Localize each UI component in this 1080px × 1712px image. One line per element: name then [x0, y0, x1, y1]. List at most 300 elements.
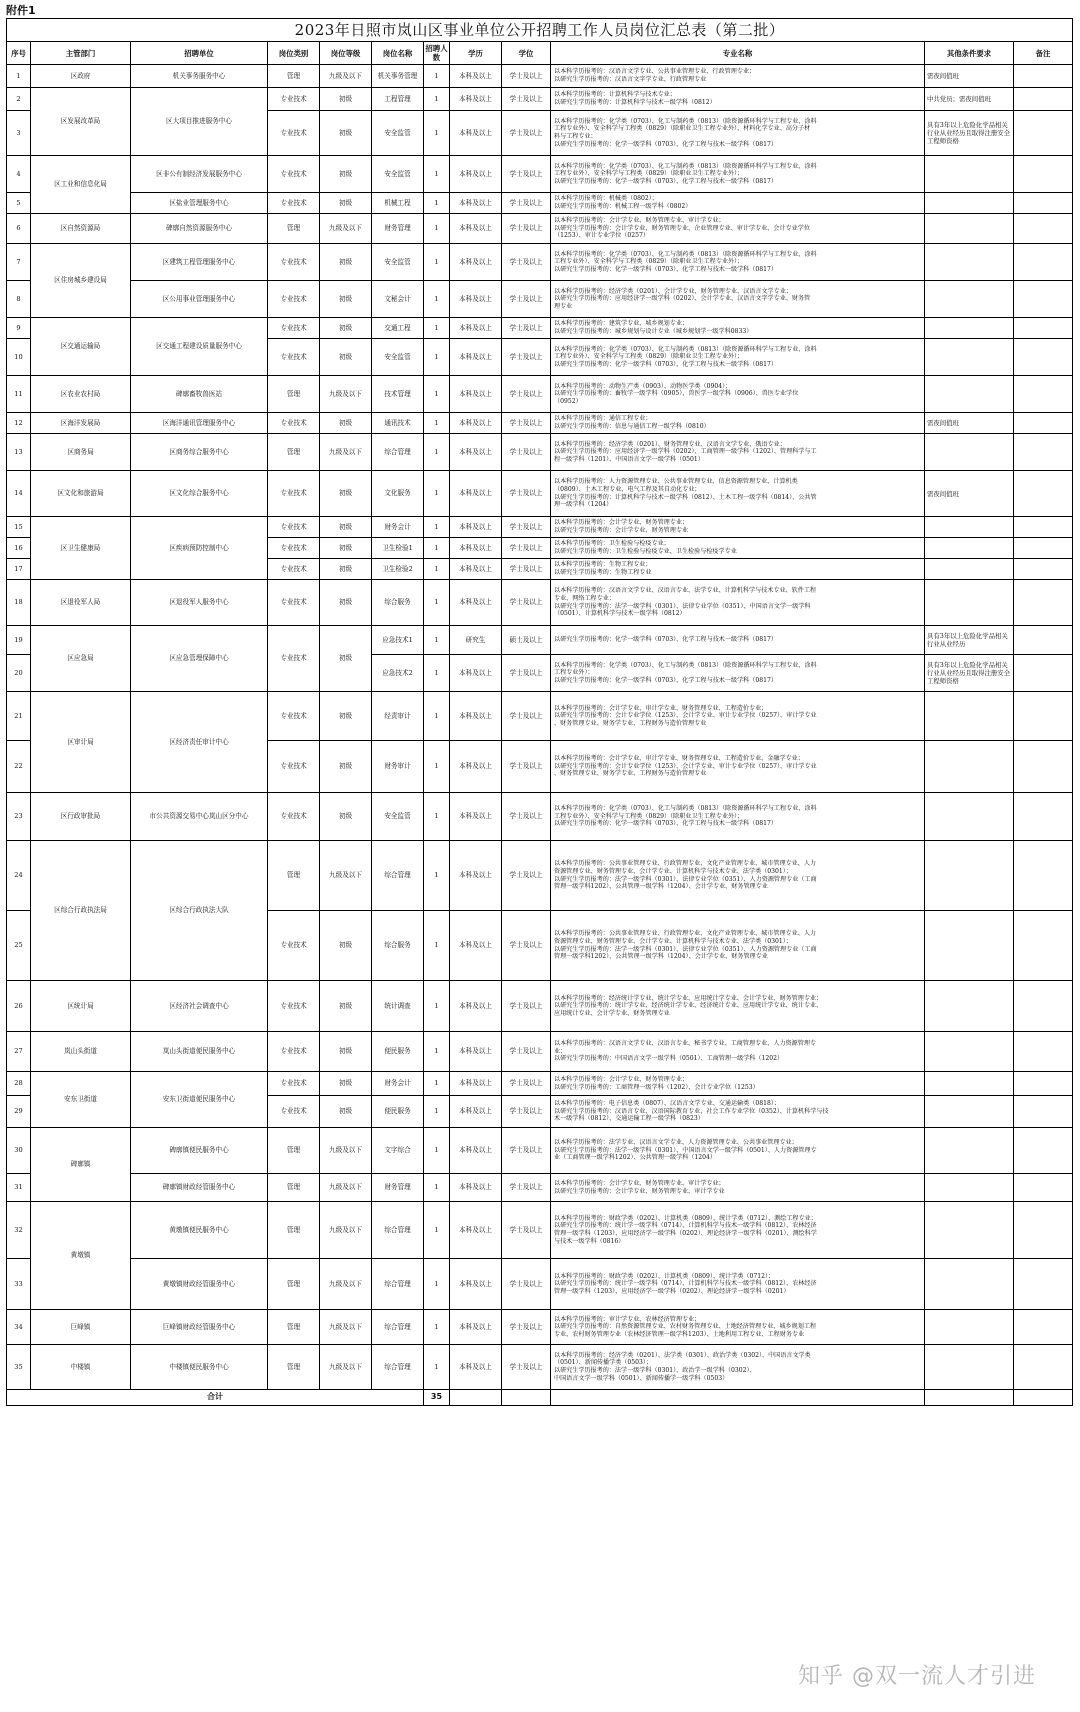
degree-cell: 学士及以上 — [502, 911, 551, 981]
level-cell: 初级 — [320, 580, 372, 626]
other-cell — [925, 1096, 1014, 1128]
count-cell: 1 — [424, 981, 450, 1032]
major-line: 工程专业外）、安全科学与工程类（0829）（除职业卫生工程专业外）； — [554, 258, 744, 266]
dept-cell: 区自然资源局 — [31, 214, 131, 244]
table-row — [7, 244, 1073, 281]
education-cell: 本科及以上 — [450, 538, 502, 559]
count-cell: 1 — [424, 1259, 450, 1310]
degree-cell: 学士及以上 — [502, 1202, 551, 1259]
position-cell: 财务管理 — [372, 1174, 424, 1202]
major-line: 以本科学历报考的：人力资源管理专业、公共事业管理专业、信息资源管理专业、计算机类 — [554, 478, 798, 486]
unit-cell: 碑廓镇财政经管服务中心 — [131, 1174, 268, 1202]
major-line: 以研究生学历报考的：会计专业学位（1253）、会计学专业、审计专业学位（0257）、审计学专业 — [554, 712, 817, 720]
major-line: 以本科学历报考的：建筑学专业、城乡规划专业； — [554, 320, 689, 328]
category-cell: 管理 — [268, 841, 320, 911]
major-cell — [551, 911, 925, 981]
unit-cell: 巨峰镇财政经管服务中心 — [131, 1310, 268, 1345]
count-cell: 1 — [424, 1096, 450, 1128]
education-cell: 本科及以上 — [450, 244, 502, 281]
category-cell: 专业技术 — [268, 580, 320, 626]
major-line: 以本科学历报考的：会计学专业、财务管理专业、审计学专业； — [554, 217, 725, 225]
row-seq: 22 — [7, 741, 31, 793]
major-line: 以研究生学历报考的：统计学一级学科（0714）、计算机科学与技术一级学科（0812）、农林经济 — [554, 1280, 817, 1288]
row-seq: 9 — [7, 318, 31, 339]
count-cell: 1 — [424, 692, 450, 741]
position-cell: 安全监管 — [372, 793, 424, 841]
level-cell: 初级 — [320, 193, 372, 214]
unit-cell: 市公共资源交易中心岚山区分中心 — [131, 793, 268, 841]
category-cell: 管理 — [268, 1174, 320, 1202]
unit-cell: 区疾病预防控制中心 — [131, 517, 268, 580]
row-seq: 8 — [7, 281, 31, 318]
row-seq: 34 — [7, 1310, 31, 1345]
level-cell: 初级 — [320, 471, 372, 517]
unit-cell: 区海洋通讯管理服务中心 — [131, 413, 268, 434]
table-row — [7, 214, 1073, 244]
other-cell — [925, 193, 1014, 214]
position-cell: 应急技术1 — [372, 626, 424, 655]
education-cell: 本科及以上 — [450, 1096, 502, 1128]
level-cell: 初级 — [320, 1072, 372, 1096]
count-cell: 1 — [424, 1174, 450, 1202]
category-cell: 专业技术 — [268, 538, 320, 559]
major-cell — [551, 981, 925, 1032]
dept-cell: 区卫生健康局 — [31, 517, 131, 580]
other-cell: 需夜间值班 — [925, 471, 1014, 517]
major-line: 以本科学历报考的：化学类（0703）、化工与制药类（0813）（除资源循环科学与工程专业、涂料 — [554, 250, 817, 258]
major-line: （1253）、审计专业学位（0257） — [554, 232, 649, 240]
row-seq: 30 — [7, 1128, 31, 1174]
level-cell: 九级及以下 — [320, 1128, 372, 1174]
note-cell — [1014, 580, 1073, 626]
table-row — [7, 626, 1073, 655]
major-line: 以研究生学历报考的：计算机科学与技术一级学科（0812）、土木工程一级学科（0814）、公共管 — [554, 493, 817, 501]
unit-cell: 区商务综合服务中心 — [131, 434, 268, 471]
position-cell: 机械工程 — [372, 193, 424, 214]
other-cell — [925, 741, 1014, 793]
table-row — [7, 981, 1073, 1032]
education-cell: 本科及以上 — [450, 655, 502, 692]
note-cell — [1014, 1096, 1073, 1128]
major-line: 以本科学历报考的：通信工程专业； — [554, 415, 652, 423]
row-seq: 15 — [7, 517, 31, 538]
dept-cell: 区审计局 — [31, 692, 131, 793]
row-seq: 35 — [7, 1345, 31, 1390]
major-line: 以研究生学历报考的：统计学一级学科（0714）、计算机科学与技术一级学科（0812）、农林经济 — [554, 1222, 817, 1230]
major-cell — [551, 193, 925, 214]
major-line: 管理一级学科1202）、公共管理一级学科（1204）、会计学专业、财务管理专业 — [554, 953, 768, 961]
unit-cell: 区经济社会调查中心 — [131, 981, 268, 1032]
unit-cell: 区公用事业管理服务中心 — [131, 281, 268, 318]
row-seq: 27 — [7, 1032, 31, 1072]
count-cell: 1 — [424, 793, 450, 841]
count-cell: 1 — [424, 339, 450, 376]
category-cell: 管理 — [268, 1259, 320, 1310]
education-cell: 本科及以上 — [450, 841, 502, 911]
major-line: 以本科学历报考的：会计学专业、财务管理专业； — [554, 1075, 689, 1083]
other-cell — [925, 692, 1014, 741]
table-row — [7, 1202, 1073, 1259]
count-cell: 1 — [424, 1128, 450, 1174]
row-seq: 21 — [7, 692, 31, 741]
note-cell — [1014, 841, 1073, 911]
note-cell — [1014, 692, 1073, 741]
position-cell: 综合管理 — [372, 1259, 424, 1310]
unit-cell: 碑廓镇便民服务中心 — [131, 1128, 268, 1174]
major-line: 以研究生学历报考的：会计学专业、财务管理专业 — [554, 527, 689, 534]
major-line: 以研究生学历报考的：城乡规划与设计专业（城乡规划学一级学科0833） — [554, 328, 753, 335]
education-cell: 本科及以上 — [450, 193, 502, 214]
major-line: 、财务管理专业、财务学专业、工程财务与造价管理专业 — [554, 770, 707, 778]
major-line: 以本科学历报考的：动物生产类（0903）、动物医学类（0904）； — [554, 382, 732, 390]
unit-cell: 区建筑工程管理服务中心 — [131, 244, 268, 281]
major-line: 以研究生学历报考的：会计专业学位（1253）、会计学专业、审计专业学位（0257）、审计学专业 — [554, 762, 817, 770]
other-cell — [925, 1259, 1014, 1310]
other-cell — [925, 793, 1014, 841]
positions-table — [6, 18, 1073, 1406]
count-cell: 1 — [424, 1345, 450, 1390]
category-cell: 管理 — [268, 1202, 320, 1259]
major-cell — [551, 214, 925, 244]
other-cell: 需夜间值班 — [925, 413, 1014, 434]
major-cell — [551, 841, 925, 911]
major-line: 以本科学历报考的：法学专业、汉语言文学专业、人力资源管理专业、公共事业管理专业； — [554, 1139, 798, 1147]
major-line: 管理一级学科（1203）、应用经济学一级学科（0202）、理论经济学一级学科（0201） — [554, 1287, 790, 1295]
major-line: 业； — [554, 1047, 567, 1055]
major-line: 程一级学科（1201）、中国语言文学一级学科（0501） — [554, 455, 704, 463]
category-cell: 专业技术 — [268, 318, 320, 339]
row-seq: 11 — [7, 376, 31, 413]
dept-cell: 区工业和信息化局 — [31, 156, 131, 214]
category-cell: 专业技术 — [268, 156, 320, 193]
major-line: 以本科学历报考的：汉语言文学专业、汉语言专业、法学专业、计算机科学与技术专业、软件工程 — [554, 587, 817, 595]
major-cell — [551, 1345, 925, 1390]
level-cell: 九级及以下 — [320, 376, 372, 413]
major-line: 以本科学历报考的：会计学专业、审计学专业、财务管理专业、工程造价专业； — [554, 704, 768, 712]
table-body — [7, 65, 1073, 1390]
education-cell: 本科及以上 — [450, 214, 502, 244]
row-seq: 24 — [7, 841, 31, 911]
degree-cell: 学士及以上 — [502, 1174, 551, 1202]
table-row — [7, 841, 1073, 911]
position-cell: 经责审计 — [372, 692, 424, 741]
major-cell — [551, 793, 925, 841]
dept-cell: 碑廓镇 — [31, 1128, 131, 1202]
row-seq: 5 — [7, 193, 31, 214]
unit-cell: 黄墩镇便民服务中心 — [131, 1202, 268, 1259]
degree-cell: 学士及以上 — [502, 65, 551, 88]
degree-cell: 学士及以上 — [502, 156, 551, 193]
header-position: 岗位名称 — [372, 42, 424, 65]
category-cell: 专业技术 — [268, 111, 320, 156]
dept-cell: 区商务局 — [31, 434, 131, 471]
table-row — [7, 413, 1073, 434]
row-seq: 31 — [7, 1174, 31, 1202]
education-cell: 本科及以上 — [450, 376, 502, 413]
position-cell: 工程管理 — [372, 88, 424, 111]
category-cell: 专业技术 — [268, 741, 320, 793]
major-line: 以本科学历报考的：公共事业管理专业、行政管理专业、文化产业管理专业、城市管理专业、人力 — [554, 860, 817, 868]
note-cell — [1014, 517, 1073, 538]
position-cell: 综合管理 — [372, 1202, 424, 1259]
level-cell: 九级及以下 — [320, 1174, 372, 1202]
category-cell: 专业技术 — [268, 1032, 320, 1072]
note-cell — [1014, 88, 1073, 111]
major-cell — [551, 318, 925, 339]
education-cell: 本科及以上 — [450, 793, 502, 841]
major-line: 与技术一级学科（0816） — [554, 1237, 625, 1245]
major-line: 以研究生学历报考的：卫生检验与检疫专业、卫生检验与检疫学专业 — [554, 548, 737, 555]
major-line: 以本科学历报考的：经济学类（0201）、会计学专业、财务管理专业、汉语言文学专业； — [554, 287, 792, 295]
note-cell — [1014, 655, 1073, 692]
attachment-label: 附件1 — [6, 4, 36, 17]
category-cell: 管理 — [268, 1345, 320, 1390]
note-cell — [1014, 911, 1073, 981]
count-cell: 1 — [424, 471, 450, 517]
major-line: 以研究生学历报考的：汉语言文字学专业、行政管理专业 — [554, 76, 707, 83]
header-count: 招聘人数 — [424, 42, 450, 65]
note-cell — [1014, 318, 1073, 339]
major-cell — [551, 156, 925, 193]
education-cell: 研究生 — [450, 626, 502, 655]
major-cell — [551, 88, 925, 111]
degree-cell: 学士及以上 — [502, 413, 551, 434]
other-cell — [925, 281, 1014, 318]
level-cell: 初级 — [320, 244, 372, 281]
major-line: 以本科学历报考的：审计学专业、农林经济管理专业； — [554, 1315, 701, 1323]
dept-cell: 中楼镇 — [31, 1345, 131, 1390]
count-cell: 1 — [424, 538, 450, 559]
category-cell: 管理 — [268, 1310, 320, 1345]
table-row — [7, 318, 1073, 339]
major-cell — [551, 538, 925, 559]
level-cell: 九级及以下 — [320, 214, 372, 244]
degree-cell: 学士及以上 — [502, 434, 551, 471]
table-row — [7, 471, 1073, 517]
major-line: 以本科学历报考的：会计学专业、财务管理专业； — [554, 519, 689, 527]
note-cell — [1014, 741, 1073, 793]
other-cell — [925, 244, 1014, 281]
level-cell: 九级及以下 — [320, 841, 372, 911]
major-line: 以研究生学历报考的：生物工程专业 — [554, 569, 652, 576]
major-line: 料与工程专业； — [554, 133, 597, 140]
major-cell — [551, 1202, 925, 1259]
major-cell — [551, 741, 925, 793]
position-cell: 综合管理 — [372, 841, 424, 911]
major-line: 以研究生学历报考的：法学一级学科（0301）、法律专业学位（0351）、人力资源管理专业（工商 — [554, 875, 817, 883]
note-cell — [1014, 413, 1073, 434]
other-cell — [925, 559, 1014, 580]
major-line: 以研究生学历报考的：中国语言文学一级学科（0501）、工商管理一级学科（1202） — [554, 1055, 784, 1063]
note-cell — [1014, 1128, 1073, 1174]
count-cell: 1 — [424, 281, 450, 318]
unit-cell: 中楼镇便民服务中心 — [131, 1345, 268, 1390]
row-seq: 33 — [7, 1259, 31, 1310]
major-line: 工程专业外）、安全科学与工程类（0829）（除职业卫生工程专业外）、材料化学专业、高分子材 — [554, 125, 811, 133]
row-seq: 6 — [7, 214, 31, 244]
degree-cell: 学士及以上 — [502, 655, 551, 692]
unit-cell: 区退役军人服务中心 — [131, 580, 268, 626]
level-cell: 初级 — [320, 517, 372, 538]
count-cell: 1 — [424, 376, 450, 413]
header-unit: 招聘单位 — [131, 42, 268, 65]
level-cell: 九级及以下 — [320, 1310, 372, 1345]
category-cell: 管理 — [268, 214, 320, 244]
level-cell: 初级 — [320, 318, 372, 339]
unit-cell: 区交通工程建设质量服务中心 — [131, 318, 268, 376]
major-cell — [551, 413, 925, 434]
category-cell: 专业技术 — [268, 413, 320, 434]
position-cell: 文字综合 — [372, 1128, 424, 1174]
position-cell: 综合管理 — [372, 434, 424, 471]
major-line: 以研究生学历报考的：法学一级学科（0301）、法律专业学位（0351）、中国语言文学一级学科 — [554, 602, 811, 610]
other-cell — [925, 1128, 1014, 1174]
position-cell: 技术管理 — [372, 376, 424, 413]
count-cell: 1 — [424, 413, 450, 434]
row-seq: 26 — [7, 981, 31, 1032]
count-cell: 1 — [424, 434, 450, 471]
unit-cell: 碑廓畜牧兽医站 — [131, 376, 268, 413]
table-row — [7, 1128, 1073, 1174]
level-cell: 九级及以下 — [320, 434, 372, 471]
major-cell — [551, 1072, 925, 1096]
major-line: 术一级学科（0812）、交通运输工程一级学科（0823） — [554, 1115, 704, 1123]
dept-cell: 区海洋发展局 — [31, 413, 131, 434]
note-cell — [1014, 538, 1073, 559]
education-cell: 本科及以上 — [450, 281, 502, 318]
note-cell — [1014, 339, 1073, 376]
major-line: 以本科学历报考的：财政学类（0202）、计算机类（0809）、统计学类（0712）； — [554, 1272, 775, 1280]
position-cell: 财务会计 — [372, 517, 424, 538]
position-cell: 文化服务 — [372, 471, 424, 517]
major-cell — [551, 626, 925, 655]
major-line: 以研究生学历报考的：机械工程一级学科（0802） — [554, 203, 692, 210]
header-dept: 主管部门 — [31, 42, 131, 65]
degree-cell: 学士及以上 — [502, 1072, 551, 1096]
note-cell — [1014, 1174, 1073, 1202]
header-education: 学历 — [450, 42, 502, 65]
other-cell — [925, 1310, 1014, 1345]
unit-cell: 区非公有制经济发展服务中心 — [131, 156, 268, 193]
major-line: 以本科学历报考的：机械类（0802）； — [554, 195, 658, 203]
major-line: 管理一级学科1202）、公共管理一级学科（1204）、会计学专业、财务管理专业 — [554, 883, 768, 891]
level-cell: 初级 — [320, 1032, 372, 1072]
level-cell: 初级 — [320, 981, 372, 1032]
note-cell — [1014, 1202, 1073, 1259]
table-row — [7, 88, 1073, 111]
category-cell: 专业技术 — [268, 281, 320, 318]
dept-cell: 区发展改革局 — [31, 88, 131, 156]
category-cell: 专业技术 — [268, 981, 320, 1032]
major-line: 管理一级学科（1203）、应用经济学一级学科（0202）、理论经济学一级学科（0201）、测绘科学 — [554, 1230, 817, 1237]
count-cell: 1 — [424, 65, 450, 88]
unit-cell: 区经济责任审计中心 — [131, 692, 268, 793]
major-line: 以研究生学历报考的：化学一级学科（0703）、化学工程与技术一级学科（0817） — [554, 676, 777, 684]
level-cell: 初级 — [320, 111, 372, 156]
position-cell: 卫生检验1 — [372, 538, 424, 559]
row-seq: 3 — [7, 111, 31, 156]
dept-cell: 区文化和旅游局 — [31, 471, 131, 517]
table-row — [7, 1345, 1073, 1390]
dept-cell: 区农业农村局 — [31, 376, 131, 413]
degree-cell: 学士及以上 — [502, 841, 551, 911]
major-line: （0501）、新闻传播学类（0503）； — [554, 1359, 653, 1367]
education-cell: 本科及以上 — [450, 1310, 502, 1345]
other-cell — [925, 841, 1014, 911]
note-cell — [1014, 1345, 1073, 1390]
position-cell: 财务会计 — [372, 1072, 424, 1096]
category-cell: 专业技术 — [268, 793, 320, 841]
dept-cell: 区交通运输局 — [31, 318, 131, 376]
position-cell: 便民服务 — [372, 1032, 424, 1072]
position-cell: 应急技术2 — [372, 655, 424, 692]
unit-cell: 安东卫街道便民服务中心 — [131, 1072, 268, 1128]
position-cell: 通讯技术 — [372, 413, 424, 434]
major-line: 以研究生学历报考的：计算机科学与技术一级学科（0812） — [554, 99, 716, 106]
dept-cell: 安东卫街道 — [31, 1072, 131, 1128]
category-cell: 专业技术 — [268, 471, 320, 517]
degree-cell: 学士及以上 — [502, 517, 551, 538]
level-cell: 初级 — [320, 538, 372, 559]
count-cell: 1 — [424, 1202, 450, 1259]
position-cell: 机关事务管理 — [372, 65, 424, 88]
category-cell: 专业技术 — [268, 244, 320, 281]
degree-cell: 学士及以上 — [502, 318, 551, 339]
note-cell — [1014, 981, 1073, 1032]
major-cell — [551, 376, 925, 413]
level-cell: 九级及以下 — [320, 1345, 372, 1390]
major-line: 以研究生学历报考的：统计学专业、经济统计学专业、经济统计专业、应用统计学专业、统计专业、 — [554, 1002, 823, 1010]
row-seq: 10 — [7, 339, 31, 376]
row-seq: 14 — [7, 471, 31, 517]
degree-cell: 学士及以上 — [502, 1128, 551, 1174]
row-seq: 16 — [7, 538, 31, 559]
note-cell — [1014, 281, 1073, 318]
unit-cell: 区大项目推进服务中心 — [131, 88, 268, 156]
dept-cell: 区行政审批局 — [31, 793, 131, 841]
dept-cell: 区住房城乡建设局 — [31, 244, 131, 318]
education-cell: 本科及以上 — [450, 339, 502, 376]
table-row — [7, 281, 1073, 318]
category-cell: 专业技术 — [268, 88, 320, 111]
header-degree: 学位 — [502, 42, 551, 65]
count-cell: 1 — [424, 318, 450, 339]
level-cell: 初级 — [320, 911, 372, 981]
level-cell: 初级 — [320, 1096, 372, 1128]
major-line: 以本科学历报考的：会计学专业、审计学专业、财务管理专业、工程造价专业、金融学专业； — [554, 755, 804, 763]
degree-cell: 学士及以上 — [502, 214, 551, 244]
position-cell: 安全监管 — [372, 156, 424, 193]
major-line: 理一级学科（1204） — [554, 501, 613, 509]
major-line: （0952） — [554, 397, 582, 405]
dept-cell: 区综合行政执法局 — [31, 841, 131, 981]
education-cell: 本科及以上 — [450, 88, 502, 111]
education-cell: 本科及以上 — [450, 981, 502, 1032]
row-seq: 18 — [7, 580, 31, 626]
other-cell — [925, 981, 1014, 1032]
major-cell — [551, 1259, 925, 1310]
major-cell — [551, 281, 925, 318]
total-label: 合计 — [7, 1390, 424, 1406]
degree-cell: 学士及以上 — [502, 741, 551, 793]
major-line: 以本科学历报考的：汉语言文学专业、公共事业管理专业、行政管理专业； — [554, 68, 756, 76]
table-row — [7, 1174, 1073, 1202]
table-row — [7, 793, 1073, 841]
row-seq: 12 — [7, 413, 31, 434]
table-row — [7, 193, 1073, 214]
unit-cell: 区文化综合服务中心 — [131, 471, 268, 517]
major-line: 以研究生学历报考的：法学一级学科（0301）、政治学一级学科（0302）、 — [554, 1367, 756, 1374]
